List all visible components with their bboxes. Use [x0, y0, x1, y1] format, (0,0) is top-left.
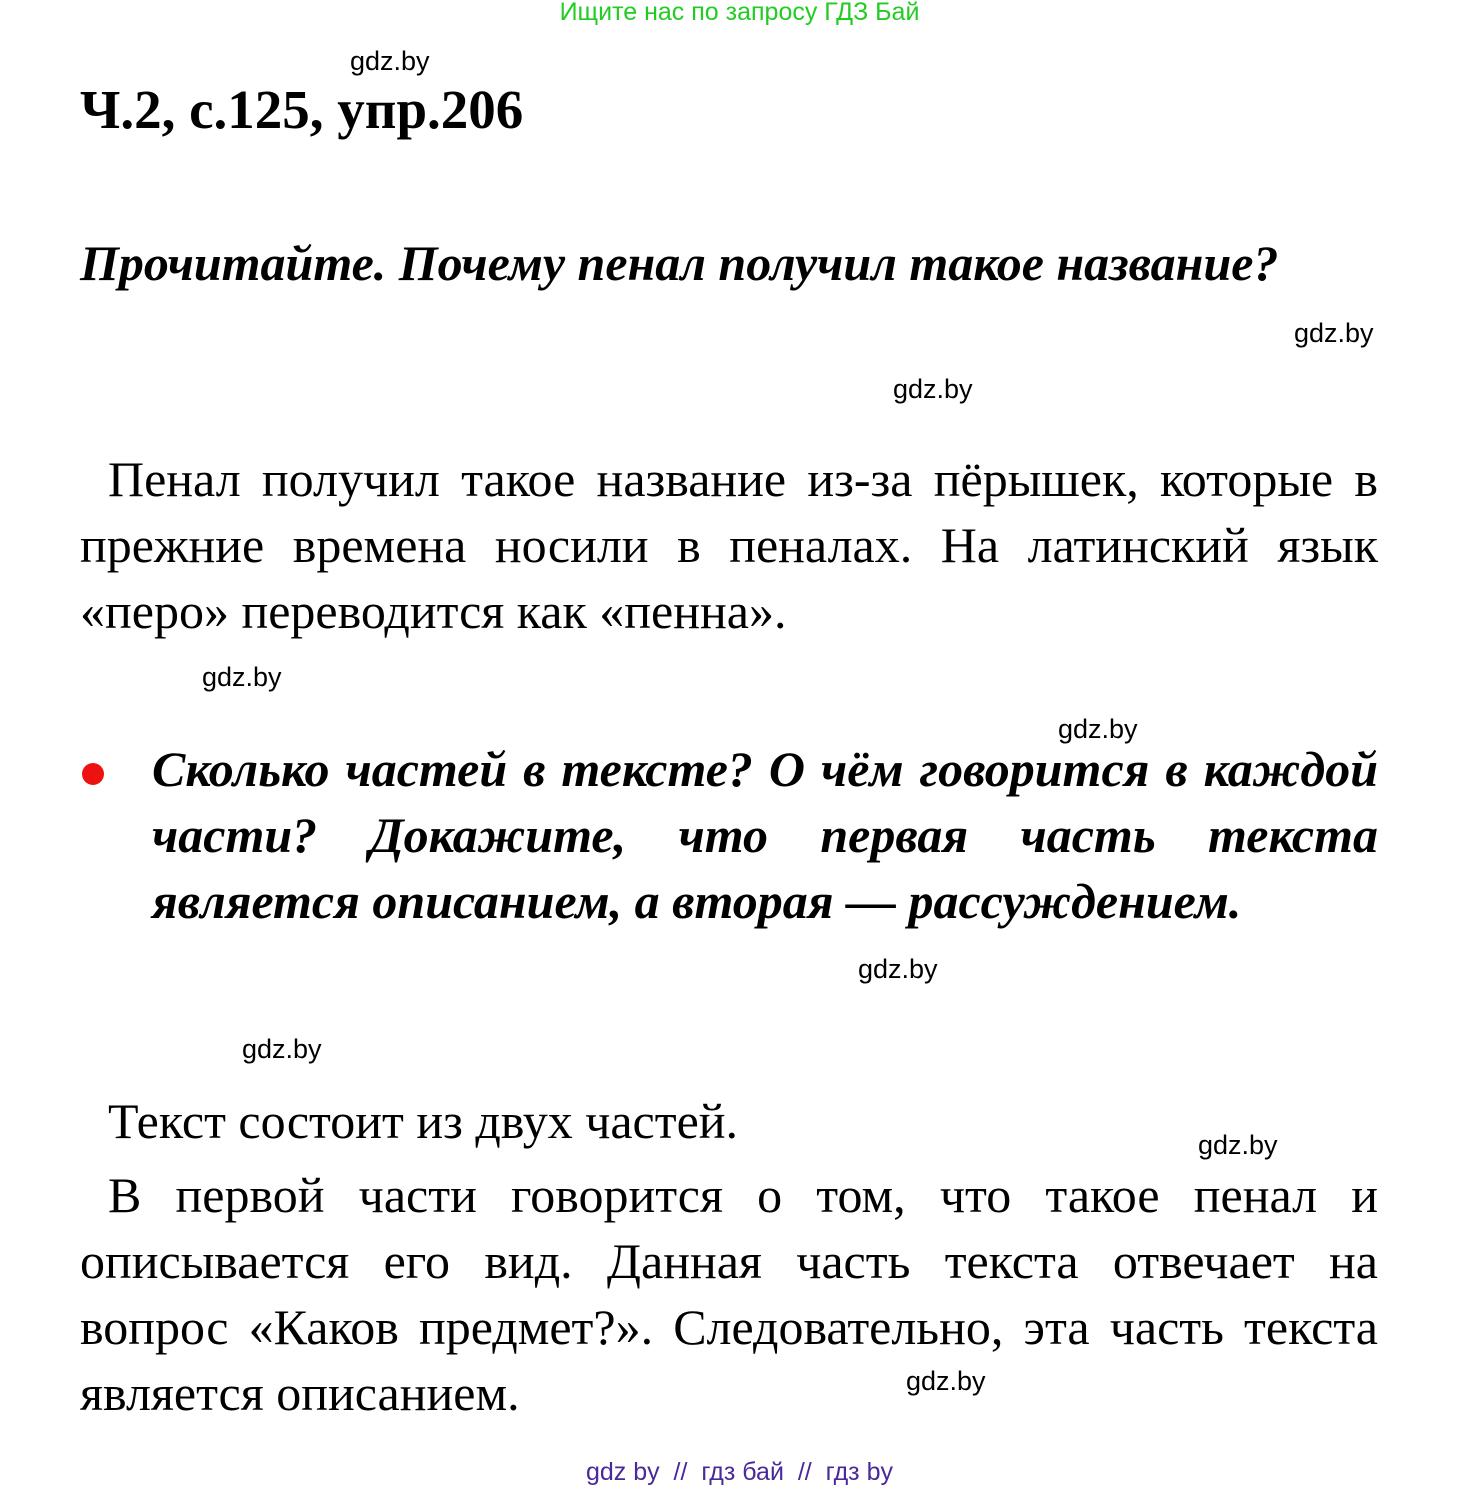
watermark: gdz.by: [1058, 714, 1138, 744]
watermark: gdz.by: [1198, 1130, 1278, 1160]
bullet-icon: [82, 763, 104, 785]
watermark: gdz.by: [242, 1034, 322, 1064]
watermark: gdz.by: [893, 374, 973, 404]
watermark: gdz.by: [858, 954, 938, 984]
question-2: Сколько частей в тексте? О чём говорится в каждой части? Докажите, что первая часть текста является описанием, а вторая — рассуждением.: [152, 741, 1378, 929]
footer: gdz by // гдз бай // гдз by: [585, 1458, 893, 1486]
watermark: gdz.by: [1294, 318, 1374, 348]
question-1: Прочитайте. Почему пенал получил такое название?: [80, 235, 1279, 291]
watermark: gdz.by: [202, 662, 282, 692]
answer-2-line-1: Текст состоит из двух частей.: [108, 1093, 739, 1149]
top-banner: Ищите нас по запросу ГДЗ Бай: [559, 0, 920, 26]
page-title: Ч.2, с.125, упр.206: [80, 79, 524, 140]
answer-1: Пенал получил такое название из-за пёрышек, которые в прежние времена носили в пеналах. На латинский язык «перо» переводится как «пенна».: [80, 451, 1378, 639]
watermark: gdz.by: [350, 46, 430, 76]
answer-2-paragraph: В первой части говорится о том, что такое пенал и описывается его вид. Данная часть текста отвечает на вопрос «Каков предмет?». Следовательно, эта часть текста является описанием.: [80, 1167, 1378, 1421]
watermark: gdz.by: [906, 1366, 986, 1396]
